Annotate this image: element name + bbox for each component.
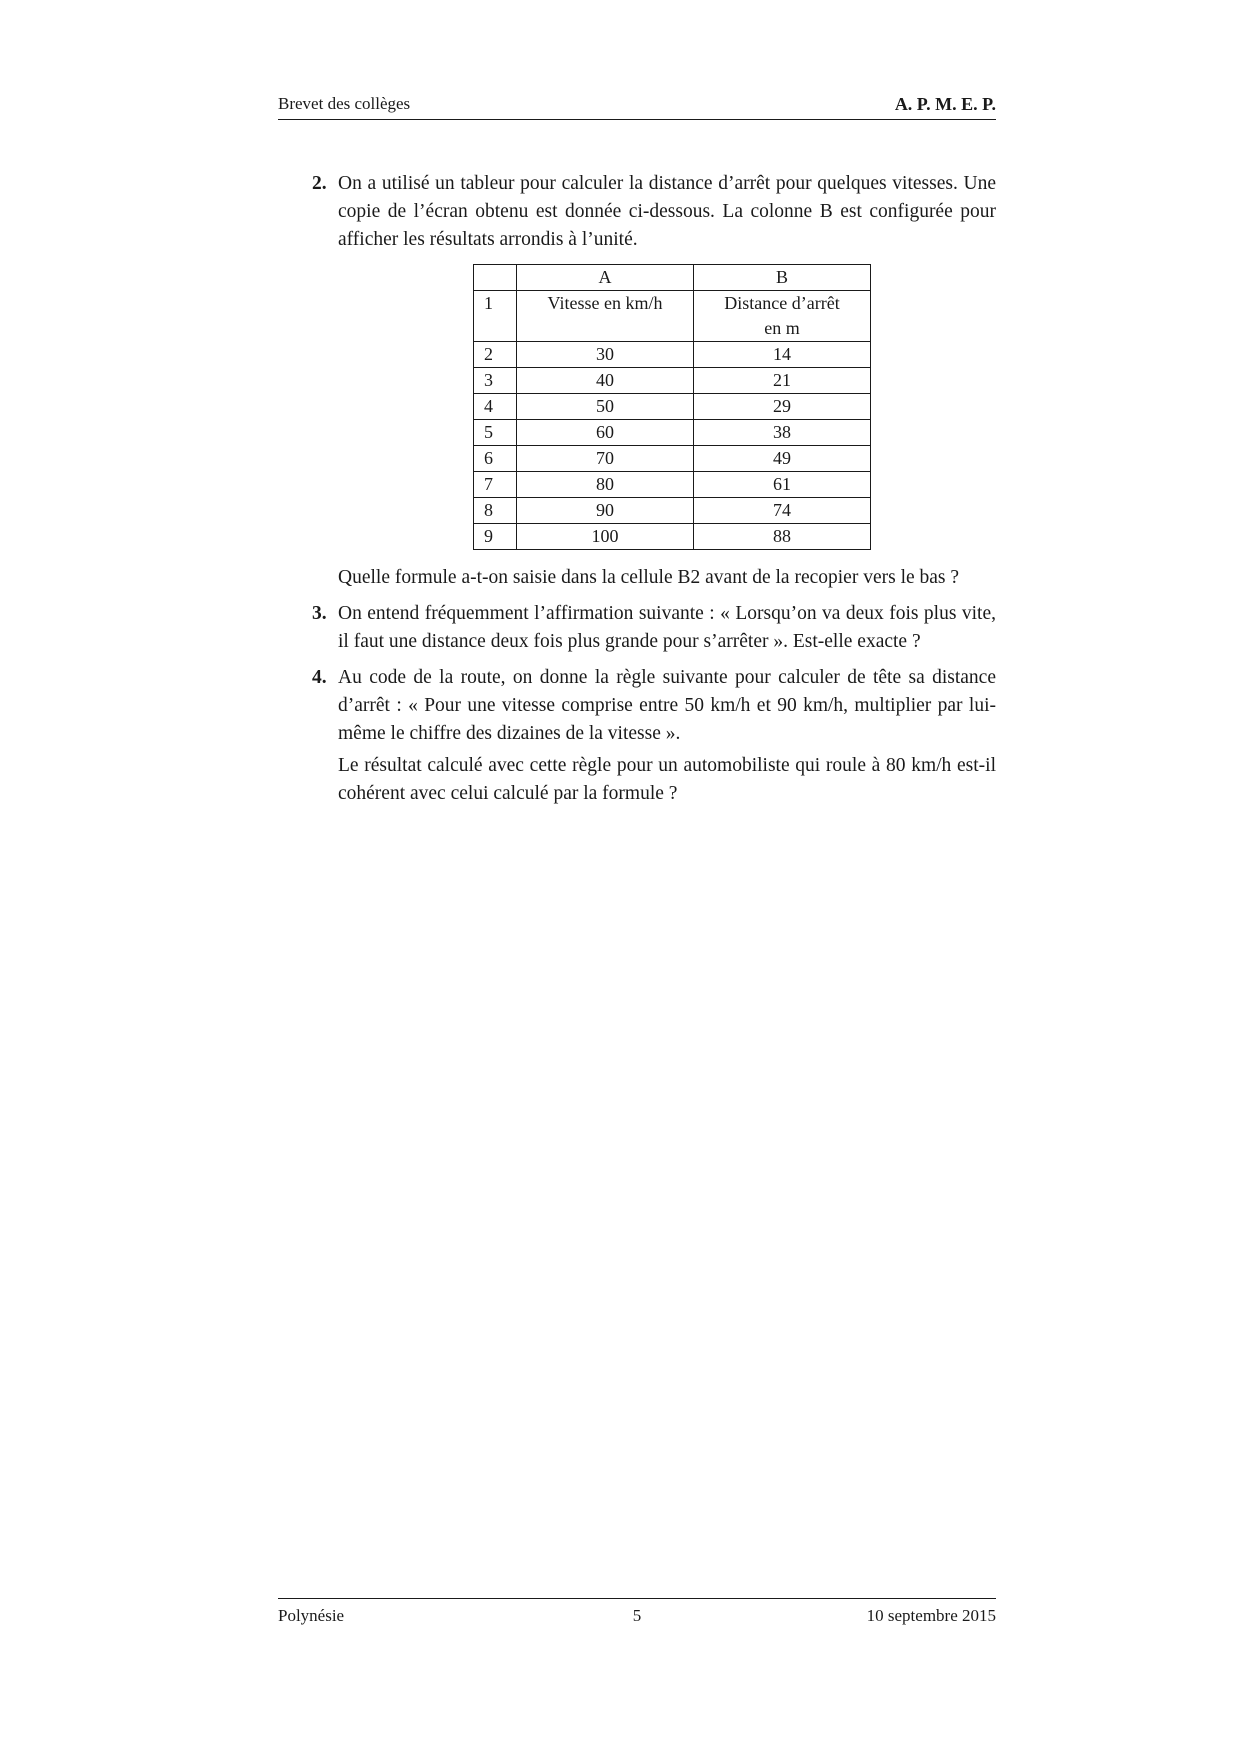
table-cell-speed: 70: [517, 446, 694, 472]
question-2: [278, 170, 996, 592]
table-header-speed: Vitesse en km/h: [517, 291, 694, 342]
table-row: [474, 368, 871, 394]
table-row: [474, 394, 871, 420]
table-row-number: 2: [474, 342, 517, 368]
question-3-number: 3.: [312, 603, 327, 624]
question-2-prompt: Quelle formule a-t-on saisie dans la cellule B2 avant de la recopier vers le bas ?: [338, 567, 960, 588]
table-header-distance-line2: en m: [764, 318, 800, 338]
footer-left: Polynésie: [278, 1606, 345, 1625]
table-row-number: 9: [474, 524, 517, 550]
table-row: [474, 342, 871, 368]
table-corner-cell: [474, 265, 517, 291]
table-row-number: 6: [474, 446, 517, 472]
table-header-row: [474, 291, 871, 342]
table-header-distance: [694, 291, 871, 342]
table-column-b-header: B: [694, 265, 871, 291]
header-divider: [278, 119, 996, 120]
table-column-a-header: A: [517, 265, 694, 291]
table-row: [474, 472, 871, 498]
table-row-number: 7: [474, 472, 517, 498]
table-cell-speed: 30: [517, 342, 694, 368]
page-number: 5: [632, 1606, 642, 1625]
table-cell-distance: 49: [694, 446, 871, 472]
table-row-number: 4: [474, 394, 517, 420]
page-header: [278, 94, 996, 120]
table-row-number: 1: [474, 291, 517, 342]
table-column-header-row: [474, 265, 871, 291]
table-row-number: 8: [474, 498, 517, 524]
table-cell-distance: 29: [694, 394, 871, 420]
table-row: [474, 498, 871, 524]
table-cell-distance: 21: [694, 368, 871, 394]
table-row-number: 3: [474, 368, 517, 394]
page-footer: [278, 1606, 996, 1632]
page-content: [278, 170, 996, 816]
question-4-text2: Le résultat calculé avec cette règle pour un automobiliste qui roule à 80 km/h est-il cohérent avec celui calculé par la formule ?: [338, 755, 996, 804]
table-cell-speed: 80: [517, 472, 694, 498]
table-cell-speed: 90: [517, 498, 694, 524]
table-cell-distance: 74: [694, 498, 871, 524]
question-2-intro: On a utilisé un tableur pour calculer la distance d’arrêt pour quelques vitesses. Une copie de l’écran obtenu est donnée ci-dessous. La colonne B est configurée pour afficher les résultats arrondis à l’unité.: [338, 173, 996, 250]
footer-right: 10 septembre 2015: [866, 1606, 996, 1625]
table-row: [474, 524, 871, 550]
table-cell-speed: 100: [517, 524, 694, 550]
table-cell-distance: 14: [694, 342, 871, 368]
table-cell-distance: 61: [694, 472, 871, 498]
question-2-number: 2.: [312, 173, 327, 194]
spreadsheet-table: [473, 264, 871, 550]
question-4: [278, 664, 996, 808]
table-cell-distance: 88: [694, 524, 871, 550]
header-left: Brevet des collèges: [278, 94, 411, 113]
header-right: A. P. M. E. P.: [894, 94, 996, 114]
table-cell-distance: 38: [694, 420, 871, 446]
table-header-distance-line1: Distance d’arrêt: [724, 293, 840, 313]
question-3: [278, 600, 996, 656]
table-row: [474, 420, 871, 446]
table-cell-speed: 60: [517, 420, 694, 446]
question-4-text: Au code de la route, on donne la règle suivante pour calculer de tête sa distance d’arrêt : « Pour une vitesse comprise entre 50 km/h et 90 km/h, multiplier par lui-même le chiffre des dizaines de la vitesse ».: [338, 667, 996, 744]
question-3-text: On entend fréquemment l’affirmation suivante : « Lorsqu’on va deux fois plus vite, il faut une distance deux fois plus grande pour s’arrêter ». Est-elle exacte ?: [338, 603, 996, 652]
footer-divider: [278, 1598, 996, 1599]
question-4-number: 4.: [312, 667, 327, 688]
table-cell-speed: 40: [517, 368, 694, 394]
table-row-number: 5: [474, 420, 517, 446]
table-cell-speed: 50: [517, 394, 694, 420]
table-row: [474, 446, 871, 472]
